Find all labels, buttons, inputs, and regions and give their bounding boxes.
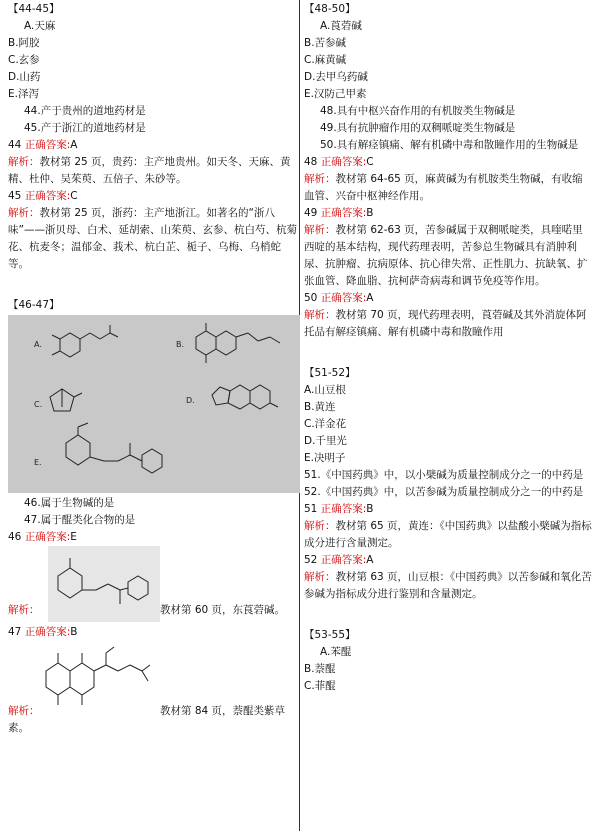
explanation-label: 解析： bbox=[304, 224, 336, 236]
answer-number: 45 bbox=[8, 190, 25, 202]
explanation-51 bbox=[304, 518, 592, 552]
explanation-text: 教材第 60 页，东莨菪碱。 bbox=[160, 604, 286, 616]
option-b: B.苦参碱 bbox=[304, 37, 347, 49]
answer-value: A bbox=[366, 554, 374, 566]
explanation-47 bbox=[8, 641, 300, 741]
question-50: 50.具有解痉镇痛、解有机磷中毒和散瞳作用的生物碱是 bbox=[320, 139, 579, 151]
option-d: D.千里光 bbox=[304, 435, 347, 447]
option-d: D.山药 bbox=[8, 71, 41, 83]
answer-number: 51 bbox=[304, 503, 321, 515]
option-e: E.泽泻 bbox=[8, 88, 39, 100]
explanation-46 bbox=[8, 546, 300, 622]
explanation-label: 解析： bbox=[304, 571, 336, 583]
answer-value: B bbox=[70, 626, 78, 638]
answer-45 bbox=[8, 188, 300, 205]
option-b: B.黄连 bbox=[304, 401, 336, 413]
answer-value: C bbox=[70, 190, 78, 202]
answer-value: A bbox=[70, 139, 78, 151]
explanation-text: 教材第 25 页，贵药：主产地贵州。如天冬、天麻、黄精、杜仲、吴茱萸、五倍子、朱砂等。 bbox=[8, 156, 291, 185]
option-b: B.萘醌 bbox=[304, 663, 336, 675]
explanation-label: 解析： bbox=[8, 156, 40, 168]
answer-value: B bbox=[366, 207, 374, 219]
answer-label: 正确答案: bbox=[320, 503, 367, 515]
option-a: A.天麻 bbox=[24, 20, 56, 32]
answer-value: A bbox=[366, 292, 374, 304]
right-column bbox=[304, 0, 592, 695]
option-e: E.决明子 bbox=[304, 452, 346, 464]
group-header-44-45: 【44-45】 bbox=[8, 3, 60, 15]
explanation-label: 解析： bbox=[8, 207, 40, 219]
option-c: C.麻黄碱 bbox=[304, 54, 347, 66]
explanation-text: 教材第 65 页，黄连：《中国药典》以盐酸小檗碱为指标成分进行含量测定。 bbox=[304, 520, 592, 549]
group-header-51-52: 【51-52】 bbox=[304, 367, 356, 379]
answer-value: E bbox=[70, 531, 77, 543]
answer-label: 正确答案: bbox=[320, 156, 367, 168]
option-e: E.汉防己甲素 bbox=[304, 88, 367, 100]
question-52: 52.《中国药典》中，以苦参碱为质量控制成分之一的中药是 bbox=[304, 486, 584, 498]
chemical-structures-drawing bbox=[8, 315, 300, 493]
scopolamine-structure bbox=[48, 546, 160, 622]
option-d: D.去甲乌药碱 bbox=[304, 71, 368, 83]
answer-50 bbox=[304, 290, 592, 307]
option-a: A.苯醌 bbox=[320, 646, 352, 658]
answer-48 bbox=[304, 154, 592, 171]
answer-label: 正确答案: bbox=[320, 292, 367, 304]
answer-44 bbox=[8, 137, 300, 154]
question-46: 46.属于生物碱的是 bbox=[24, 497, 115, 509]
explanation-48 bbox=[304, 171, 592, 205]
question-44: 44.产于贵州的道地药材是 bbox=[24, 105, 146, 117]
explanation-label: 解析： bbox=[304, 173, 336, 185]
answer-49 bbox=[304, 205, 592, 222]
structure-label-e: E. bbox=[34, 458, 42, 467]
question-49: 49.具有抗肿瘤作用的双稠哌啶类生物碱是 bbox=[320, 122, 516, 134]
answer-number: 48 bbox=[304, 156, 321, 168]
group-header-53-55: 【53-55】 bbox=[304, 629, 356, 641]
explanation-label: 解析： bbox=[8, 604, 40, 616]
explanation-44 bbox=[8, 154, 300, 188]
answer-number: 44 bbox=[8, 139, 25, 151]
explanation-50 bbox=[304, 307, 592, 341]
explanation-label: 解析： bbox=[304, 309, 336, 321]
explanation-label: 解析： bbox=[304, 520, 336, 532]
question-45: 45.产于浙江的道地药材是 bbox=[24, 122, 146, 134]
structure-label-d: D. bbox=[186, 396, 195, 405]
structure-label-a: A. bbox=[34, 340, 42, 349]
answer-51 bbox=[304, 501, 592, 518]
left-column bbox=[8, 0, 300, 741]
answer-label: 正确答案: bbox=[24, 626, 71, 638]
structures-figure bbox=[8, 315, 300, 493]
question-48: 48.具有中枢兴奋作用的有机胺类生物碱是 bbox=[320, 105, 516, 117]
answer-label: 正确答案: bbox=[24, 190, 71, 202]
explanation-text: 教材第 63 页，山豆根：《中国药典》以苦参碱和氧化苦参碱为指标成分进行鉴别和含量测定。 bbox=[304, 571, 592, 600]
explanation-52 bbox=[304, 569, 592, 603]
explanation-text: 教材第 84 页，萘醌类紫草素。 bbox=[8, 705, 286, 734]
answer-value: B bbox=[366, 503, 374, 515]
answer-label: 正确答案: bbox=[320, 554, 367, 566]
answer-47 bbox=[8, 624, 300, 641]
explanation-text: 教材第 62-63 页，苦参碱属于双稠哌啶类，具喹喏里西啶的基本结构，现代药理表明，苦参总生物碱具有消肿利尿、抗肿瘤、抗病原体、抗心律失常、正性肌力、抗缺氧、扩张血管、降血脂、抗柯萨奇病毒和调节免疫等作用。 bbox=[304, 224, 588, 287]
answer-value: C bbox=[366, 156, 374, 168]
explanation-label: 解析： bbox=[8, 705, 40, 717]
question-51: 51.《中国药典》中，以小檗碱为质量控制成分之一的中药是 bbox=[304, 469, 584, 481]
question-47: 47.属于醌类化合物的是 bbox=[24, 514, 136, 526]
answer-number: 46 bbox=[8, 531, 25, 543]
answer-number: 47 bbox=[8, 626, 25, 638]
explanation-text: 教材第 25 页，浙药：主产地浙江。如著名的“浙八味”——浙贝母、白术、延胡索、山茱萸、玄参、杭白芍、杭菊花、杭麦冬；温郁金、莪术、杭白芷、栀子、乌梅、乌梢蛇等。 bbox=[8, 207, 297, 270]
answer-52 bbox=[304, 552, 592, 569]
explanation-text: 教材第 64-65 页，麻黄碱为有机胺类生物碱，有收缩血管、兴奋中枢神经作用。 bbox=[304, 173, 583, 202]
structure-label-c: C. bbox=[34, 400, 43, 409]
scopolamine-figure bbox=[48, 546, 160, 622]
group-header-48-50: 【48-50】 bbox=[304, 3, 356, 15]
answer-number: 49 bbox=[304, 207, 321, 219]
explanation-49 bbox=[304, 222, 592, 290]
answer-number: 52 bbox=[304, 554, 321, 566]
option-c: C.洋金花 bbox=[304, 418, 347, 430]
option-b: B.阿胶 bbox=[8, 37, 40, 49]
group-header-46-47: 【46-47】 bbox=[8, 299, 60, 311]
option-a: A.山豆根 bbox=[304, 384, 346, 396]
answer-46 bbox=[8, 529, 300, 546]
option-a: A.莨菪碱 bbox=[320, 20, 362, 32]
answer-label: 正确答案: bbox=[24, 139, 71, 151]
answer-label: 正确答案: bbox=[24, 531, 71, 543]
answer-label: 正确答案: bbox=[320, 207, 367, 219]
option-c: C.玄参 bbox=[8, 54, 40, 66]
explanation-45 bbox=[8, 205, 300, 273]
option-c: C.菲醌 bbox=[304, 680, 336, 692]
explanation-text: 教材第 70 页，现代药理表明，莨菪碱及其外消旋体阿托品有解痉镇痛、解有机磷中毒和散瞳作用 bbox=[304, 309, 587, 338]
answer-number: 50 bbox=[304, 292, 321, 304]
structure-label-b: B. bbox=[176, 340, 185, 349]
